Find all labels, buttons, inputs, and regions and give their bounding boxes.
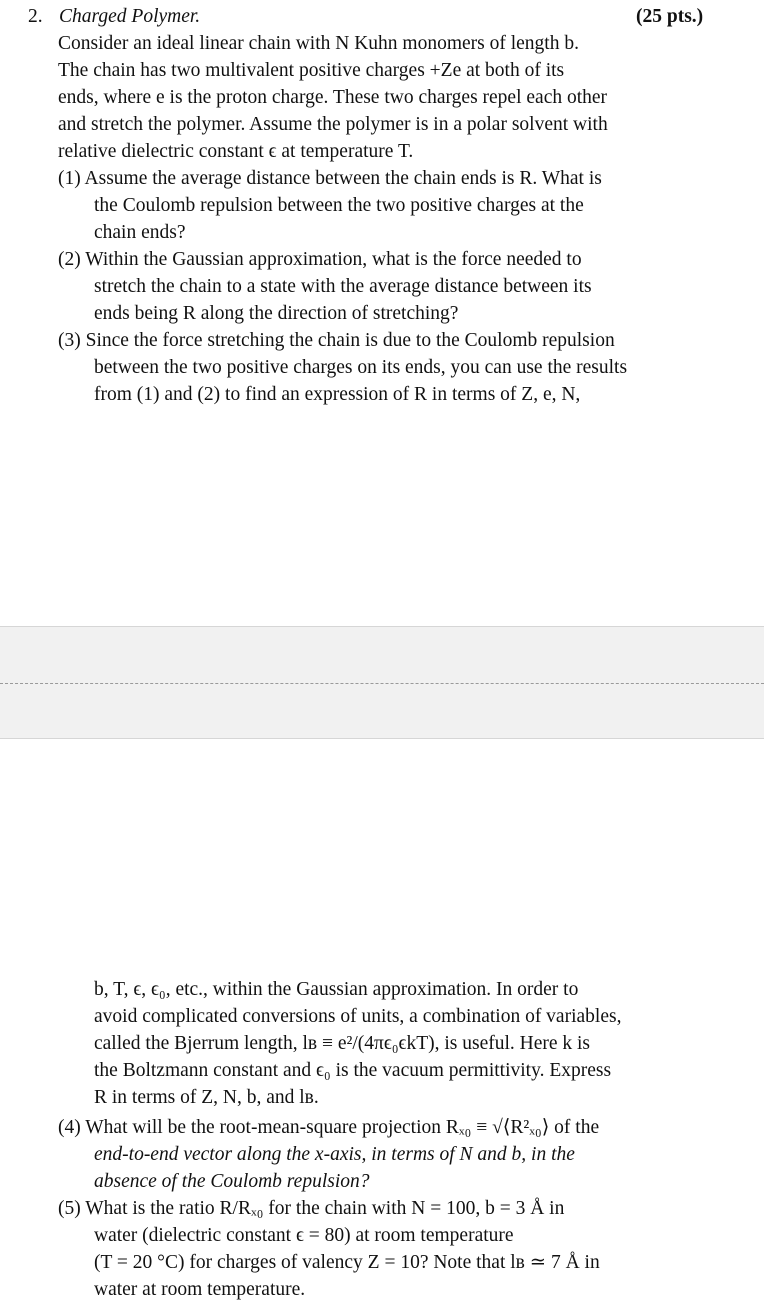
question-5-cont: water at room temperature. [94,1279,306,1300]
question-3-cont: the Boltzmann constant and ϵ₀ is the vacuum permittivity. Express [94,1060,612,1081]
intro-line: The chain has two multivalent positive charges +Ze at both of its [58,60,565,81]
question-2-cont: ends being R along the direction of stretching? [94,303,459,324]
question-4-cont: end-to-end vector along the x-axis, in terms of N and b, in the [94,1144,575,1165]
question-2: (2) Within the Gaussian approximation, what is the force needed to [58,249,582,270]
question-3-cont: b, T, ϵ, ϵ₀, etc., within the Gaussian approximation. In order to [94,979,579,1000]
question-3-cont: between the two positive charges on its ends, you can use the results [94,357,628,378]
question-1-cont: the Coulomb repulsion between the two positive charges at the [94,195,584,216]
page-break-divider [0,683,764,684]
question-5-cont: water (dielectric constant ϵ = 80) at room temperature [94,1225,514,1246]
question-3-cont: called the Bjerrum length, lʙ ≡ e²/(4πϵ₀ϵkT), is useful. Here k is [94,1033,591,1054]
question-1: (1) Assume the average distance between the chain ends is R. What is [58,168,602,189]
question-4-cont: absence of the Coulomb repulsion? [94,1171,370,1192]
question-5-cont: (T = 20 °C) for charges of valency Z = 10? Note that lʙ ≃ 7 Å in [94,1252,600,1273]
question-4: (4) What will be the root-mean-square projection Rₓ₀ ≡ √⟨R²ₓ₀⟩ of the [58,1117,600,1138]
question-3-cont: from (1) and (2) to find an expression of R in terms of Z, e, N, [94,384,581,405]
intro-line: Consider an ideal linear chain with N Kuhn monomers of length b. [58,33,579,54]
intro-line: ends, where e is the proton charge. These two charges repel each other [58,87,608,108]
intro-line: relative dielectric constant ϵ at temperature T. [58,141,414,162]
question-3-cont: avoid complicated conversions of units, a combination of variables, [94,1006,622,1027]
problem-points: (25 pts.) [636,6,704,27]
question-2-cont: stretch the chain to a state with the average distance between its [94,276,592,297]
intro-line: and stretch the polymer. Assume the polymer is in a polar solvent with [58,114,608,135]
problem-number: 2. [28,6,43,27]
question-5: (5) What is the ratio R/Rₓ₀ for the chain with N = 100, b = 3 Å in [58,1198,565,1219]
problem-title: Charged Polymer. [59,6,201,27]
question-1-cont: chain ends? [94,222,186,243]
question-3-cont: R in terms of Z, N, b, and lʙ. [94,1087,319,1108]
question-3: (3) Since the force stretching the chain is due to the Coulomb repulsion [58,330,615,351]
